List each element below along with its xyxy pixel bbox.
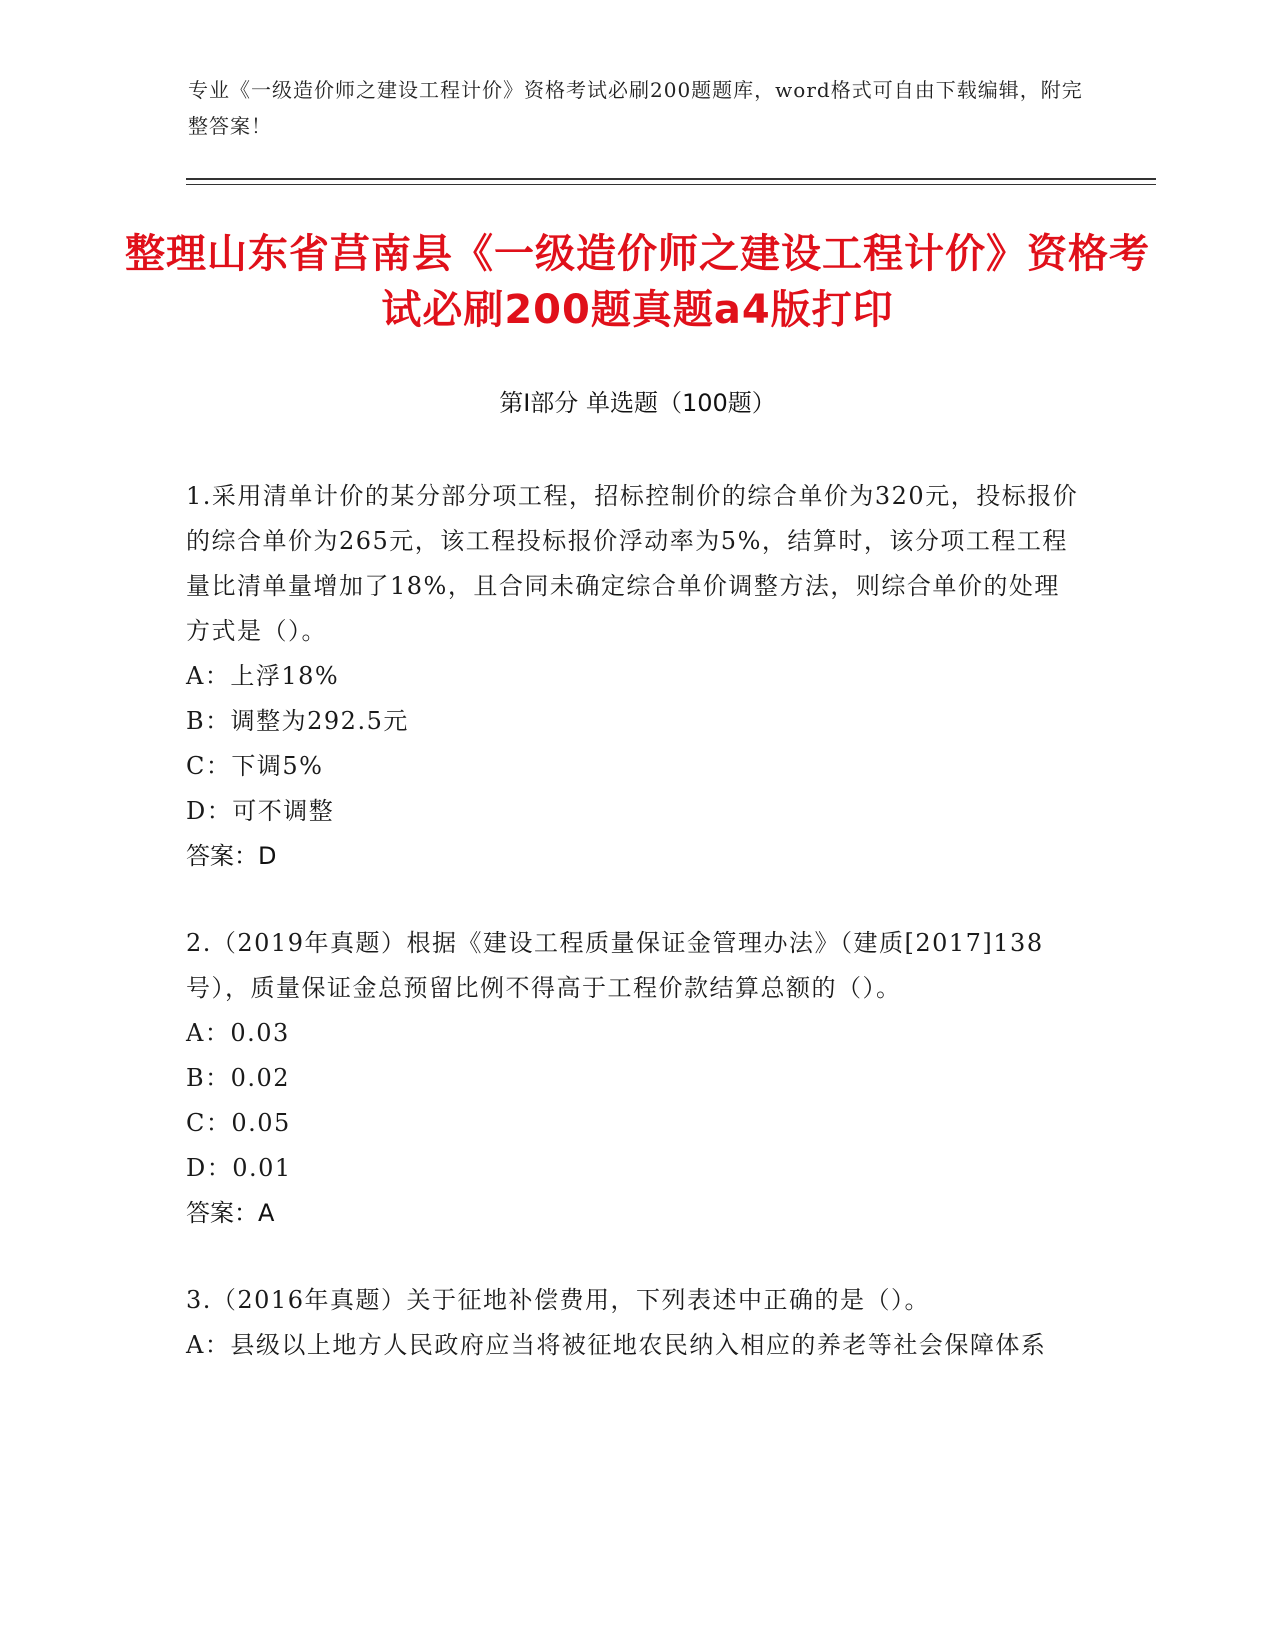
header-divider-thick [186, 178, 1156, 180]
answer-line: 答案：D [186, 842, 277, 870]
option-b: B：调整为292.5元 [186, 707, 409, 735]
option-c: C：0.05 [186, 1109, 291, 1137]
option-b: B：0.02 [186, 1064, 291, 1092]
question-1 [186, 474, 1081, 879]
question-2 [186, 921, 1081, 1236]
option-c: C：下调5% [186, 752, 324, 780]
section-heading: 第Ⅰ部分 单选题（100题） [499, 389, 776, 417]
header-divider-thin [186, 184, 1156, 185]
question-stem: 1.采用清单计价的某分部分项工程，招标控制价的综合单价为320元，投标报价的综合单价为265元，该工程投标报价浮动率为5%，结算时，该分项工程工程量比清单量增加了18%，且合同未确定综合单价调整方法，则综合单价的处理方式是（）。 [186, 482, 1079, 645]
question-3 [186, 1278, 1081, 1368]
header-note: 专业《一级造价师之建设工程计价》资格考试必刷200题题库，word格式可自由下载编辑，附完整答案！ [188, 78, 1083, 138]
document-title: 整理山东省莒南县《一级造价师之建设工程计价》资格考试必刷200题真题a4版打印 [125, 231, 1150, 333]
option-a: A：县级以上地方人民政府应当将被征地农民纳入相应的养老等社会保障体系 [186, 1331, 1047, 1359]
question-stem: 3.（2016年真题）关于征地补偿费用，下列表述中正确的是（）。 [186, 1286, 930, 1314]
option-a: A：上浮18% [186, 662, 340, 690]
question-stem: 2.（2019年真题）根据《建设工程质量保证金管理办法》（建质[2017]138号），质量保证金总预留比例不得高于工程价款结算总额的（）。 [186, 929, 1044, 1002]
option-d: D：0.01 [186, 1154, 292, 1182]
answer-line: 答案：A [186, 1199, 275, 1227]
question-list [186, 474, 1081, 1410]
option-d: D：可不调整 [186, 797, 335, 825]
option-a: A：0.03 [186, 1019, 290, 1047]
